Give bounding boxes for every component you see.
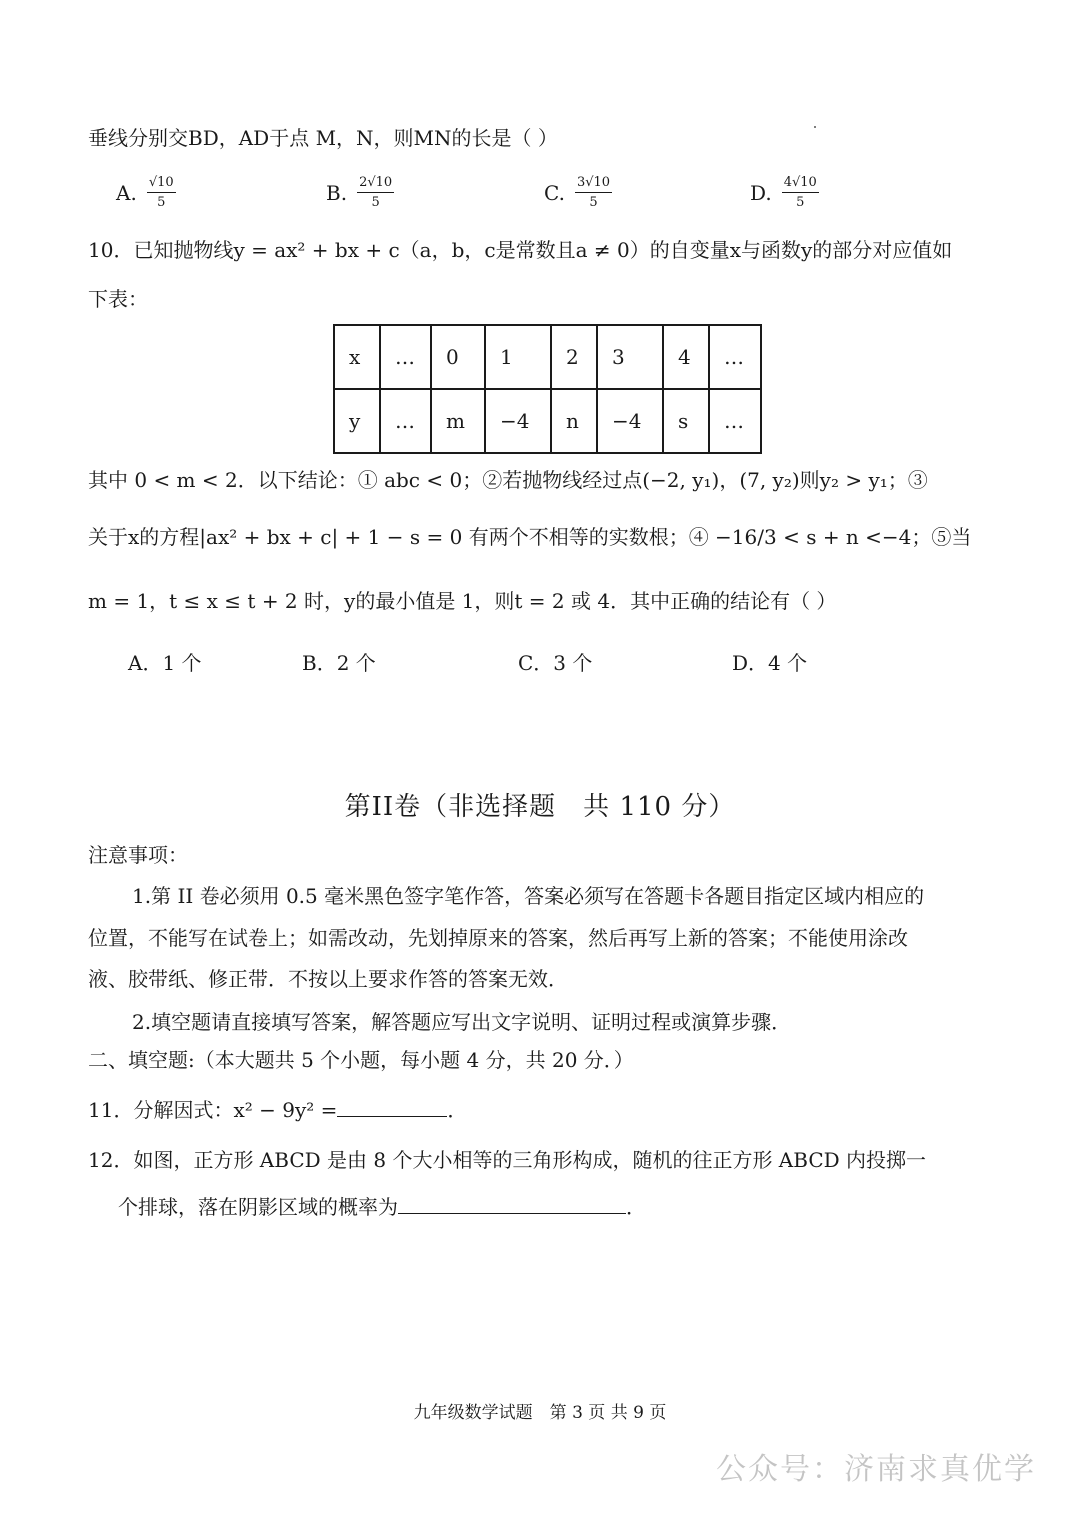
watermark: 公众号：济南求真优学 [716, 1452, 1036, 1487]
table-cell: 0 [431, 325, 485, 389]
q9-option-c: C. $\frac{3√10}{5}$ [544, 175, 611, 211]
table-cell: −4 [485, 389, 551, 453]
section-title: 第II卷（非选择题 共 110 分） [344, 792, 736, 822]
q9-continuation: 垂线分别交BD，AD于点 M，N，则MN的长是（ ） [88, 126, 558, 150]
notice-2: 2.填空题请直接填写答案，解答题应写出文字说明、证明过程或演算步骤． [132, 1010, 792, 1034]
table-row-y [334, 389, 761, 453]
table-cell: s [663, 389, 709, 453]
q11 [88, 1100, 467, 1120]
q9-option-b-fraction: $\frac{2√10}{5}$ [359, 175, 393, 211]
q10-option-a: A．1 个 [128, 651, 202, 675]
table-cell: 1 [485, 325, 551, 389]
q12-end: ． [626, 1195, 646, 1219]
value-table [333, 324, 762, 454]
q9-option-a: A. $\frac{√10}{5}$ [116, 175, 174, 211]
q10-option-b: B．2 个 [302, 651, 376, 675]
notice-heading: 注意事项： [88, 843, 188, 867]
q9-options [0, 176, 1080, 222]
q9-option-d: D. $\frac{4√10}{5}$ [750, 175, 817, 211]
q9-option-b: B. $\frac{2√10}{5}$ [326, 175, 393, 211]
table-cell: … [709, 325, 761, 389]
q10-option-d: D．4 个 [732, 651, 808, 675]
q12-text: 个排球，落在阴影区域的概率为 [118, 1195, 398, 1219]
q9-option-d-fraction: $\frac{4√10}{5}$ [783, 175, 817, 211]
scan-speck [814, 126, 816, 128]
q10-stem-line1: 10．已知抛物线y = ax² + bx + c（a，b，c是常数且a ≠ 0）的自变量x与函数y的部分对应值如 [88, 238, 953, 262]
q9-option-a-fraction: $\frac{√10}{5}$ [148, 175, 174, 211]
q10-stem-line2: 下表： [88, 287, 148, 311]
table-row-x [334, 325, 761, 389]
q9-option-c-fraction: $\frac{3√10}{5}$ [576, 175, 611, 211]
table-cell: 2 [551, 325, 597, 389]
table-cell: x [334, 325, 380, 389]
notice-1-line2: 位置，不能写在试卷上；如需改动，先划掉原来的答案，然后再写上新的答案；不能使用涂改 [88, 926, 908, 950]
q10-conclusions-line2: 关于x的方程|ax² + bx + c| + 1 − s = 0 有两个不相等的实数根；④ −16/3 < s + n <−4；⑤当 [88, 525, 972, 549]
notice-1-line3: 液、胶带纸、修正带．不按以上要求作答的答案无效． [88, 967, 568, 991]
q10-conclusions-line1: 其中 0 < m < 2．以下结论：① abc < 0；②若抛物线经过点(−2, y₁)，(7, y₂)则y₂ > y₁；③ [88, 468, 928, 492]
q12-line2 [118, 1197, 646, 1217]
table-cell: n [551, 389, 597, 453]
q11-text: 11．分解因式：x² − 9y² = [88, 1098, 338, 1122]
table-cell: 4 [663, 325, 709, 389]
table-cell: … [380, 389, 431, 453]
q11-end: ． [447, 1098, 468, 1122]
page-footer: 九年级数学试题 第 3 页 共 9 页 [413, 1403, 667, 1423]
table-cell: −4 [597, 389, 663, 453]
table-cell: y [334, 389, 380, 453]
q11-answer-blank [337, 1115, 447, 1117]
fill-in-heading: 二、填空题:（本大题共 5 个小题，每小题 4 分，共 20 分．） [88, 1048, 634, 1072]
q10-conclusions-line3: m = 1，t ≤ x ≤ t + 2 时，y的最小值是 1，则t = 2 或 4．其中正确的结论有（ ） [88, 589, 837, 613]
table-cell: … [709, 389, 761, 453]
table-cell: m [431, 389, 485, 453]
q10-options [0, 647, 1080, 677]
notice-1-line1: 1.第 II 卷必须用 0.5 毫米黑色签字笔作答，答案必须写在答题卡各题目指定区域内相应的 [132, 884, 925, 908]
q10-option-c: C．3 个 [518, 651, 593, 675]
table-cell: … [380, 325, 431, 389]
q12-answer-blank [398, 1212, 626, 1214]
q12-line1: 12．如图，正方形 ABCD 是由 8 个大小相等的三角形构成，随机的往正方形 ABCD 内投掷一 [88, 1148, 927, 1172]
table-cell: 3 [597, 325, 663, 389]
